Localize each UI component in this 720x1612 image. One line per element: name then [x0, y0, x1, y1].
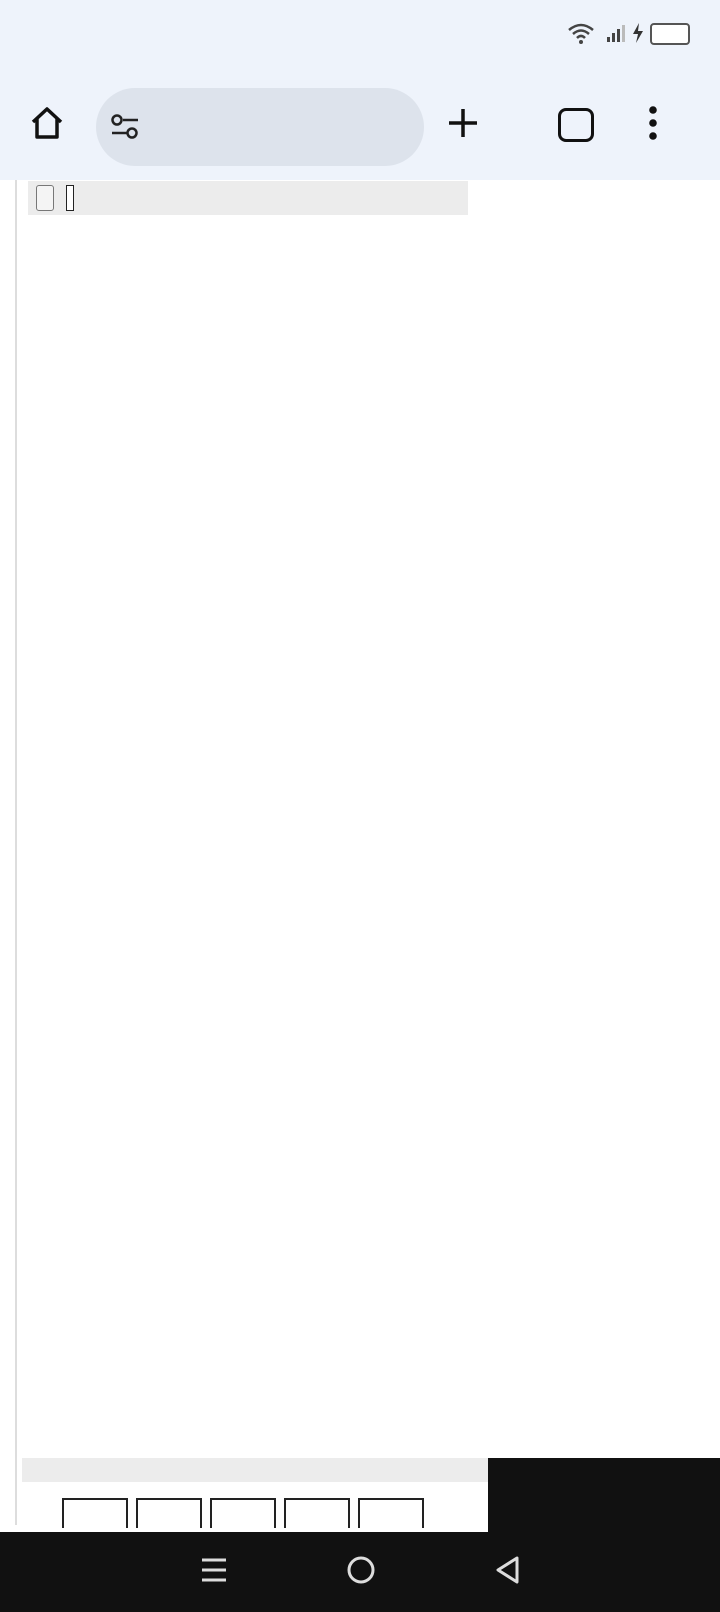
more-menu-icon[interactable]	[628, 98, 678, 148]
status-bar	[0, 0, 720, 70]
page-footer	[0, 1458, 720, 1532]
battery-indicator	[650, 23, 690, 45]
signal-icon	[606, 23, 626, 46]
browser-toolbar	[0, 70, 720, 180]
page-content	[0, 180, 720, 1532]
charging-icon	[632, 23, 644, 46]
system-nav-bar	[0, 1532, 720, 1612]
page-border	[15, 180, 17, 1525]
home-nav-icon[interactable]	[346, 1555, 376, 1590]
home-icon[interactable]	[22, 98, 72, 148]
paint-toolbar	[28, 181, 468, 215]
footer-buttons	[62, 1498, 424, 1528]
footer-strip	[22, 1458, 488, 1482]
recent-apps-icon[interactable]	[199, 1556, 229, 1589]
footer-box[interactable]	[284, 1498, 350, 1528]
site-settings-icon[interactable]	[110, 112, 140, 147]
wifi-icon	[568, 23, 594, 45]
footer-box[interactable]	[62, 1498, 128, 1528]
status-icons	[568, 20, 690, 48]
overlay-block	[488, 1458, 720, 1532]
footer-box[interactable]	[358, 1498, 424, 1528]
footer-box[interactable]	[210, 1498, 276, 1528]
address-bar[interactable]	[96, 88, 424, 166]
back-icon[interactable]	[493, 1555, 521, 1590]
new-tab-icon[interactable]	[438, 98, 488, 148]
tab-switcher-button[interactable]	[558, 108, 594, 142]
brush-button[interactable]	[66, 185, 74, 211]
reset-button[interactable]	[36, 185, 54, 211]
footer-box[interactable]	[136, 1498, 202, 1528]
